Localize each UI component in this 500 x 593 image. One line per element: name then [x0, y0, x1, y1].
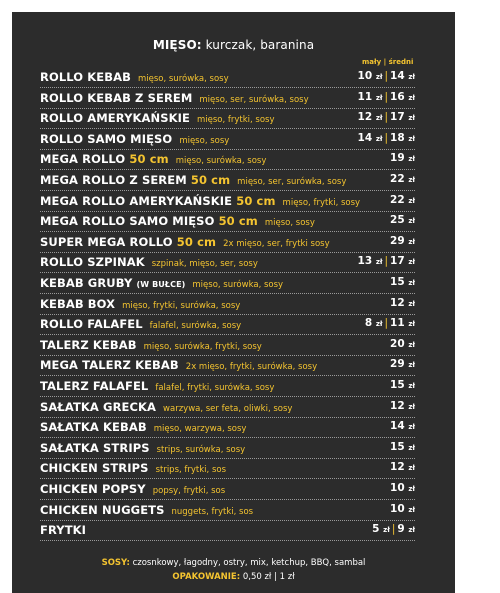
item-title: SAŁATKA GRECKA: [40, 399, 157, 414]
item-description: strips, frytki, sos: [155, 465, 227, 476]
currency-label: zł: [408, 443, 415, 452]
item-size-cm: 50 cm: [218, 214, 258, 229]
item-description: mięso, surówka, frytki, sosy: [143, 341, 262, 352]
currency-label: zł: [408, 526, 415, 535]
menu-item-name: [40, 420, 246, 434]
item-title: MEGA ROLLO SAMO MIĘSO: [40, 214, 215, 229]
item-title: CHICKEN NUGGETS: [40, 502, 165, 517]
price-small: 13: [357, 255, 373, 268]
currency-label: zł: [408, 73, 415, 81]
heading-subtitle: kurczak, baranina: [205, 38, 315, 52]
price-value: 14: [390, 420, 405, 433]
currency-label: zł: [408, 485, 415, 493]
price-separator: |: [384, 255, 389, 268]
currency-label: zł: [383, 526, 390, 535]
price-small: 10: [357, 70, 373, 82]
price-value: 15: [390, 276, 405, 288]
item-title: CHICKEN STRIPS: [40, 461, 149, 476]
menu-item-row: [40, 171, 415, 191]
price-small: 11: [357, 90, 373, 103]
currency-label: zł: [408, 93, 415, 102]
menu-item-row: [40, 192, 415, 212]
menu-item-name: [40, 317, 241, 331]
packaging-line: [12, 572, 455, 582]
menu-item-name: [40, 91, 309, 105]
menu-item-name: [40, 235, 330, 249]
menu-item-name: [40, 400, 292, 414]
menu-item-name: [40, 152, 266, 166]
menu-item-row: [40, 130, 415, 150]
menu-item-row: [40, 459, 415, 479]
currency-label: zł: [408, 320, 415, 329]
item-description: mięso, surówka, sosy: [175, 156, 267, 167]
item-price: [390, 400, 415, 412]
item-size-cm: 50 cm: [236, 193, 276, 208]
item-title: CHICKEN POPSY: [40, 482, 146, 496]
price-value: 12: [390, 399, 405, 412]
item-title: KEBAB BOX: [40, 296, 116, 311]
currency-label: zł: [408, 114, 415, 123]
menu-heading: [12, 38, 455, 52]
item-description: mięso, ser, surówka, sosy: [237, 177, 347, 187]
item-title: MEGA TALERZ KEBAB: [40, 358, 179, 373]
menu-item-name: [40, 255, 258, 269]
currency-label: zł: [408, 423, 415, 432]
item-price: [358, 255, 415, 267]
currency-label: zł: [408, 196, 415, 205]
price-separator: |: [384, 90, 389, 103]
currency-label: zł: [408, 505, 415, 514]
currency-label: zł: [408, 134, 415, 143]
item-description: mięso, frytki, surówka, sosy: [122, 300, 241, 311]
item-price: [390, 297, 415, 309]
price-separator: |: [391, 523, 396, 536]
menu-item-row: [40, 418, 415, 438]
item-description: warzywa, ser feta, oliwki, sosy: [163, 403, 293, 414]
item-description: mięso, frytki, sosy: [196, 115, 275, 126]
item-title: SAŁATKA STRIPS: [40, 440, 150, 455]
menu-item-row: [40, 521, 415, 541]
item-price: [390, 214, 415, 226]
price-small: 5: [372, 523, 380, 536]
menu-item-name: [40, 276, 283, 290]
menu-item-name: [40, 523, 86, 537]
currency-label: zł: [408, 361, 415, 370]
menu-item-name: [40, 482, 225, 496]
item-price: [358, 111, 415, 123]
item-size-cm: 50 cm: [129, 152, 169, 167]
item-description: szpinak, mięso, ser, sosy: [151, 259, 258, 270]
price-value: 12: [390, 296, 405, 309]
sauces-line: [12, 558, 455, 568]
menu-item-name: [40, 132, 229, 146]
item-title: ROLLO SZPINAK: [40, 255, 145, 270]
item-description: falafel, frytki, surówka, sosy: [155, 383, 275, 393]
price-small: 12: [357, 111, 373, 124]
price-medium: 14: [390, 70, 405, 82]
currency-label: zł: [408, 402, 415, 411]
item-price: [390, 338, 415, 350]
item-title: SAŁATKA KEBAB: [40, 420, 147, 435]
menu-board: [12, 12, 455, 593]
item-title: FRYTKI: [40, 523, 87, 538]
currency-label: zł: [408, 258, 415, 267]
menu-item-name: [40, 70, 229, 84]
currency-label: zł: [408, 176, 415, 184]
item-description: mięso, warzywa, sosy: [153, 424, 247, 435]
item-price: [390, 276, 415, 288]
price-value: 15: [390, 379, 405, 391]
price-separator: |: [384, 131, 389, 144]
price-medium: 18: [390, 131, 405, 144]
item-description: mięso, frytki, sosy: [282, 197, 361, 208]
currency-label: zł: [375, 320, 383, 329]
menu-item-row: [40, 501, 415, 521]
price-value: 29: [390, 234, 405, 247]
menu-item-row: [40, 336, 415, 356]
menu-item-row: [40, 233, 415, 253]
item-title: SUPER MEGA ROLLO: [40, 234, 173, 249]
item-price: [390, 482, 415, 494]
price-medium: 9: [397, 523, 405, 536]
price-value: 10: [390, 502, 405, 515]
currency-label: zł: [408, 279, 415, 287]
item-description: falafel, surówka, sosy: [149, 321, 242, 332]
menu-item-name: [40, 214, 315, 228]
item-size-cm: 50 cm: [176, 234, 217, 249]
item-description: mięso, ser, surówka, sosy: [199, 94, 309, 105]
menu-item-name: [40, 358, 317, 372]
item-price: [390, 441, 415, 453]
item-title: ROLLO AMERYKAŃSKIE: [40, 111, 190, 126]
item-description: mięso, surówka, sosy: [192, 280, 284, 290]
currency-label: zł: [375, 134, 383, 143]
price-value: 20: [390, 337, 405, 350]
item-price: [390, 503, 415, 515]
item-title: ROLLO KEBAB: [40, 70, 131, 84]
menu-item-name: [40, 173, 346, 187]
item-price: [390, 235, 415, 247]
item-price: [358, 70, 415, 82]
menu-item-row: [40, 439, 415, 459]
price-medium: 16: [390, 90, 405, 103]
item-price: [358, 91, 415, 103]
menu-item-name: [40, 297, 240, 311]
item-price: [358, 132, 415, 144]
item-description: 2x mięso, ser, frytki sosy: [223, 238, 330, 249]
item-description: mięso, sosy: [179, 135, 230, 146]
price-value: 29: [390, 358, 405, 371]
price-value: 22: [390, 173, 405, 185]
item-price: [390, 152, 415, 164]
currency-label: zł: [375, 93, 383, 102]
item-price: [390, 173, 415, 185]
item-description: mięso, sosy: [264, 218, 315, 229]
price-value: 10: [390, 482, 405, 494]
menu-item-row: [40, 68, 415, 88]
menu-item-row: [40, 253, 415, 273]
packaging-text: 0,50 zł | 1 zł: [242, 572, 295, 582]
item-title: TALERZ FALAFEL: [40, 379, 149, 393]
price-separator: |: [384, 111, 389, 124]
packaging-label: OPAKOWANIE:: [172, 572, 241, 582]
price-value: 15: [390, 440, 405, 453]
item-title: ROLLO FALAFEL: [40, 317, 143, 332]
currency-label: zł: [408, 382, 415, 390]
price-separator: |: [384, 317, 389, 330]
menu-item-name: [40, 111, 275, 125]
item-price: [372, 523, 415, 535]
item-description: nuggets, frytki, sos: [171, 506, 254, 517]
currency-label: zł: [408, 155, 415, 164]
price-medium: 17: [390, 255, 405, 268]
item-description: mięso, surówka, sosy: [137, 74, 229, 84]
menu-item-row: [40, 480, 415, 500]
menu-item-row: [40, 398, 415, 418]
item-title: MEGA ROLLO: [40, 152, 126, 167]
menu-item-name: [40, 461, 226, 475]
sauces-label: SOSY:: [101, 558, 130, 568]
item-title: MEGA ROLLO Z SEREM: [40, 173, 187, 187]
price-value: 25: [390, 214, 405, 227]
price-value: 19: [390, 152, 405, 165]
menu-item-name: [40, 441, 245, 455]
item-price: [390, 358, 415, 370]
menu-item-row: [40, 315, 415, 335]
menu-item-row: [40, 150, 415, 170]
price-medium: 11: [390, 317, 405, 330]
menu-item-name: [40, 379, 274, 393]
menu-item-row: [40, 356, 415, 376]
sauces-text: czosnkowy, łagodny, ostry, mix, ketchup, BBQ, sambal: [132, 558, 366, 568]
menu-item-row: [40, 377, 415, 397]
menu-item-row: [40, 274, 415, 294]
item-description: 2x mięso, frytki, surówka, sosy: [185, 362, 318, 373]
heading-label: MIĘSO:: [152, 38, 202, 52]
item-size-cm: 50 cm: [190, 173, 231, 187]
currency-label: zł: [375, 258, 383, 267]
item-title: TALERZ KEBAB: [40, 337, 137, 352]
item-title: MEGA ROLLO AMERYKAŃSKIE: [40, 193, 233, 208]
price-separator: |: [384, 70, 389, 82]
price-small: 8: [364, 317, 373, 330]
currency-label: zł: [408, 464, 415, 473]
menu-item-row: [40, 212, 415, 232]
price-value: 12: [390, 461, 405, 474]
item-price: [390, 420, 415, 432]
item-price: [390, 194, 415, 206]
currency-label: zł: [408, 237, 415, 246]
currency-label: zł: [408, 217, 415, 226]
menu-item-row: [40, 109, 415, 129]
item-description: strips, surówka, sosy: [156, 444, 246, 455]
item-price: [365, 317, 415, 329]
menu-item-name: [40, 503, 253, 517]
currency-label: zł: [408, 299, 415, 308]
currency-label: zł: [375, 73, 383, 81]
item-title: KEBAB GRUBY: [40, 276, 133, 290]
menu-item-row: [40, 89, 415, 109]
size-header: mały | średni: [362, 58, 414, 66]
price-small: 14: [357, 131, 373, 144]
price-value: 22: [390, 193, 405, 206]
item-description: popsy, frytki, sos: [152, 486, 226, 496]
item-price: [390, 461, 415, 473]
menu-item-row: [40, 295, 415, 315]
item-title: ROLLO KEBAB Z SEREM: [40, 90, 193, 105]
item-note: (W BUŁCE): [136, 280, 186, 289]
currency-label: zł: [408, 340, 415, 349]
item-title: ROLLO SAMO MIĘSO: [40, 131, 173, 146]
price-medium: 17: [390, 111, 405, 124]
menu-item-name: [40, 194, 360, 208]
item-price: [390, 379, 415, 391]
menu-item-name: [40, 338, 262, 352]
currency-label: zł: [375, 114, 383, 123]
row-divider: [40, 540, 415, 541]
